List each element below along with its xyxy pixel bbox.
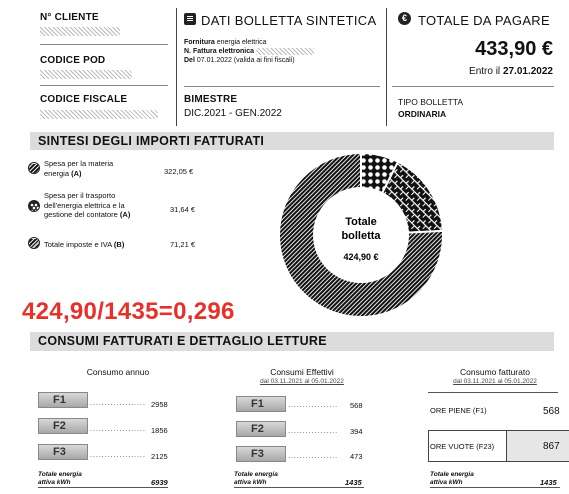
annuo-f3-value: 2125 [151,452,168,461]
annuo-f1-value: 2958 [151,400,168,409]
annuo-f2-value: 1856 [151,426,168,435]
eff-f2-block: F2 [236,421,286,437]
codice-fiscale-redacted [40,110,158,119]
consumi-effettivi-period: dal 03.11.2021 al 05.01.2022 [260,378,344,385]
trasporto-swatch-icon [28,200,40,212]
annuo-row-f2 [38,418,88,434]
tipo-bolletta-label: TIPO BOLLETTA [398,97,464,107]
ore-vuote-label: ORE VUOTE (F23) [430,442,495,451]
fornitura-line: Fornitura energia elettrica [184,39,267,46]
eff-f1-value: 568 [350,401,363,410]
bimestre-value: DIC.2021 - GEN.2022 [184,108,282,119]
codice-fiscale-label: CODICE FISCALE [40,94,128,105]
imposte-value: 71,21 € [170,240,196,249]
consumo-fatturato-period: dal 03.11.2021 al 05.01.2022 [453,378,537,385]
donut-label-bolletta: bolletta [341,230,381,242]
euro-icon: € [398,12,411,25]
totale-amount: 433,90 € [475,38,553,60]
handwritten-annotation: 424,90/1435=0,296 [22,298,235,325]
f2-block: F2 [38,418,88,434]
fatt-total-label: Totale energia attiva kWh [430,471,474,486]
eff-f3-value: 473 [350,452,363,461]
eff-total-value: 1435 [345,478,362,487]
materia-energia-swatch-icon [28,162,40,174]
legend-materia-energia: Spesa per la materia energia (A) [44,159,114,178]
n-cliente-redacted [40,27,120,36]
dati-bolletta-title: DATI BOLLETTA SINTETICA [201,13,377,28]
materia-energia-value: 322,05 € [164,167,194,176]
legend-imposte: Totale imposte e IVA (B) [44,240,125,249]
annuo-row-f1 [38,392,88,408]
ore-piene-label: ORE PIENE (F1) [430,406,487,415]
annuo-total-value: 6939 [151,478,168,487]
totale-title: TOTALE DA PAGARE [418,13,550,28]
consumi-effettivi-title: Consumi Effettivi [270,367,334,377]
eff-f2-value: 394 [350,427,363,436]
entro-line: Entro il 27.01.2022 [469,66,553,77]
bolletta-donut-chart [276,150,446,320]
del-line: Del 07.01.2022 (valida ai fini fiscali) [184,57,295,64]
f3-block: F3 [38,444,88,460]
f1-block: F1 [38,392,88,408]
bimestre-label: BIMESTRE [184,94,238,105]
ore-piene-value: 568 [543,406,560,417]
eff-f1-block: F1 [236,396,286,412]
sintesi-title: SINTESI DEGLI IMPORTI FATTURATI [30,132,554,150]
consumi-title: CONSUMI FATTURATI E DETTAGLIO LETTURE [30,332,554,351]
codice-pod-redacted [40,70,132,79]
ore-vuote-value: 867 [543,441,560,452]
donut-total-value: 424,90 € [343,252,379,262]
codice-pod-label: CODICE POD [40,55,106,66]
imposte-swatch-icon [28,237,40,249]
eff-total-label: Totale energia attiva kWh [234,471,278,486]
consumo-annuo-title: Consumo annuo [86,367,150,377]
trasporto-value: 31,64 € [170,205,196,214]
eff-f3-block: F3 [236,446,286,462]
annuo-total-label: Totale energia attiva kWh [38,471,82,486]
consumo-fatturato-title: Consumo fatturato [460,367,530,377]
n-fattura-line: N. Fattura elettronica [184,47,314,56]
fatt-total-value: 1435 [540,478,557,487]
n-cliente-label: N° CLIENTE [40,12,99,23]
annuo-row-f3 [38,444,88,460]
tipo-bolletta-value: ORDINARIA [398,109,447,119]
legend-trasporto: Spesa per il trasporto dell'energia elettrica e la gestione del contatore (A) [44,191,131,219]
document-icon [184,13,196,25]
donut-label-totale: Totale [345,216,377,228]
